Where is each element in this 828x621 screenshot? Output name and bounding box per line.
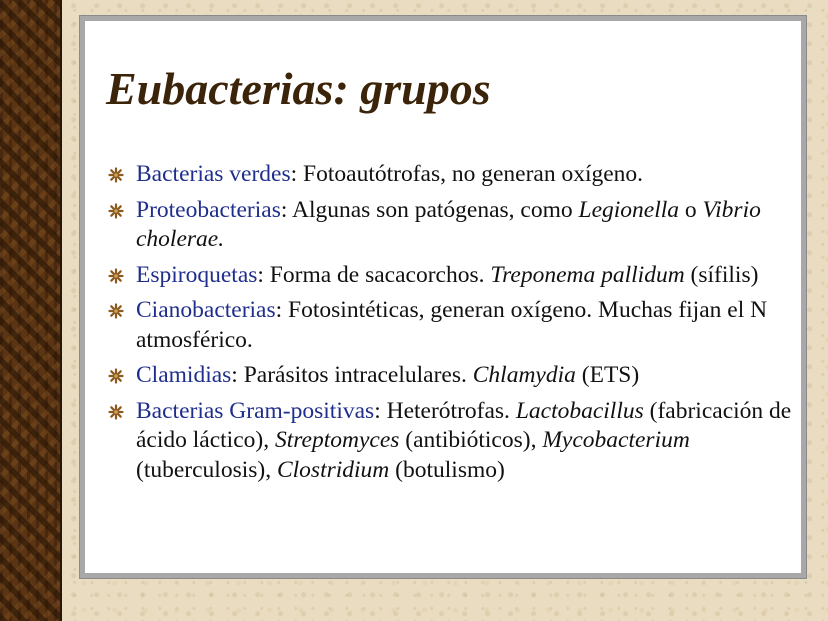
- item-text: : Heterótrofas.: [374, 397, 516, 424]
- item-text: (fabricación de ácido láctico),: [136, 397, 792, 453]
- item-term: Bacterias verdes: [136, 161, 291, 187]
- decorative-side-band: [0, 0, 62, 621]
- slide-title: Eubacterias: grupos: [106, 63, 491, 114]
- item-species: Clostridium: [276, 456, 390, 483]
- item-term: Bacterias Gram-positivas: [136, 397, 375, 424]
- item-species: Legionella: [578, 196, 680, 223]
- list-item-clamidias: [108, 361, 798, 391]
- asterisk-star-icon: [108, 368, 124, 384]
- item-text: : Fotoautótrofas, no generan oxígeno.: [290, 161, 644, 187]
- item-text: (botulismo): [389, 456, 505, 483]
- list-item-proteobacterias: [108, 196, 798, 255]
- item-term: Clamidias: [136, 362, 232, 388]
- bullet-list: [108, 160, 798, 491]
- item-species: Vibrio cholerae.: [136, 196, 761, 252]
- item-species: Streptomyces: [274, 427, 400, 453]
- asterisk-star-icon: [108, 167, 124, 183]
- item-species: Treponema pallidum: [490, 261, 685, 288]
- item-text: : Fotosintéticas, generan oxígeno. Muchas fijan el N atmosférico.: [136, 297, 768, 353]
- asterisk-star-icon: [108, 303, 124, 319]
- list-item-bacterias-verdes: [108, 160, 798, 190]
- list-item-espiroquetas: [108, 261, 798, 291]
- item-species: Lactobacillus: [515, 397, 644, 424]
- item-text: (antibióticos),: [399, 427, 543, 453]
- item-text: : Parásitos intracelulares.: [231, 362, 473, 388]
- item-term: Proteobacterias: [136, 196, 281, 223]
- list-item-bacterias-gram-positivas: [108, 397, 798, 486]
- list-item-cianobacterias: [108, 296, 798, 355]
- item-text: : Algunas son patógenas, como: [280, 196, 579, 223]
- item-text: : Forma de sacacorchos.: [257, 261, 491, 288]
- item-term: Cianobacterias: [136, 297, 276, 323]
- item-species: Chlamydia: [472, 362, 576, 388]
- item-text: (ETS): [575, 362, 640, 388]
- asterisk-star-icon: [108, 404, 124, 420]
- asterisk-star-icon: [108, 268, 124, 284]
- item-text: o: [679, 196, 703, 223]
- item-term: Espiroquetas: [136, 261, 258, 288]
- item-species: Mycobacterium: [542, 427, 690, 453]
- asterisk-star-icon: [108, 203, 124, 219]
- item-text: (sífilis): [684, 261, 759, 288]
- item-text: (tuberculosis),: [136, 456, 277, 483]
